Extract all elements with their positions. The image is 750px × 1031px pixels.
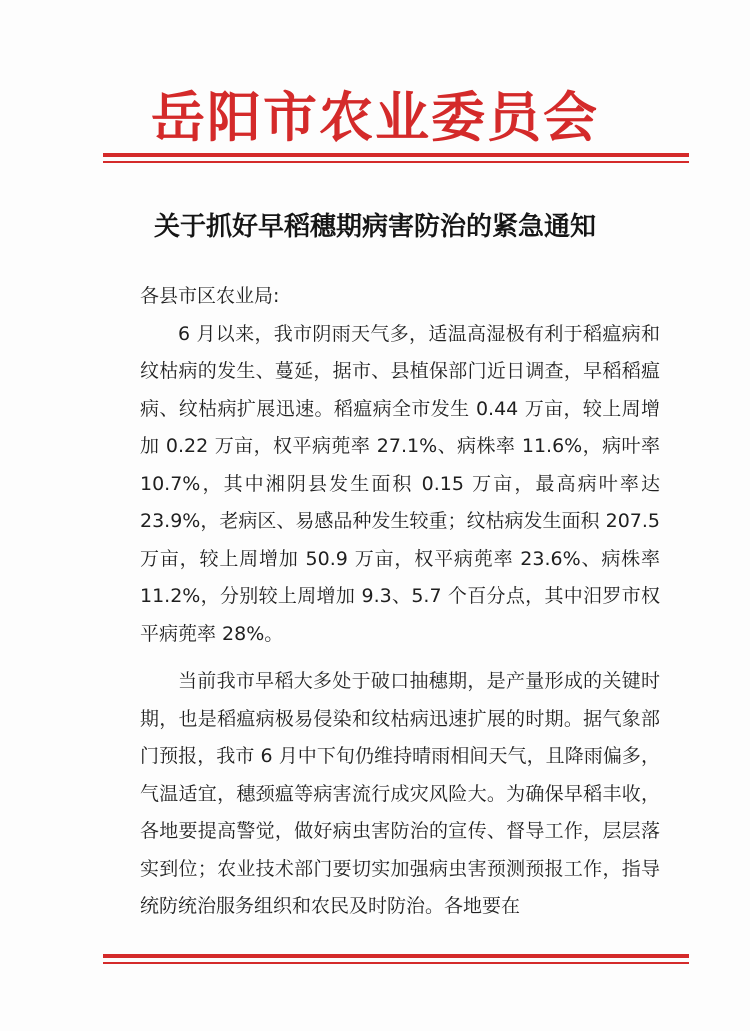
body-paragraph: 当前我市早稻大多处于破口抽穗期，是产量形成的关键时期，也是稻瘟病极易侵染和纹枯病迅速扩展的时期。据气象部门预报，我市 6 月中下旬仍维持晴雨相间天气，且降雨偏多，气温适宜，穗颈瘟等病害流行成灾风险大。为确保早稻丰收，各地要提高警觉，做好病虫害防治的宣传、督导工作，层层落实到位；农业技术部门要切实加强病虫害预测预报工作，指导统防统治服务组织和农民及时防治。各地要在 xyxy=(140,670,660,917)
footer-divider xyxy=(103,954,689,964)
organization-masthead: 岳阳市农业委员会 xyxy=(151,85,599,149)
masthead-divider xyxy=(103,153,689,163)
divider-thin-line xyxy=(103,962,689,964)
divider-thick-line xyxy=(103,954,689,958)
salutation: 各县市区农业局: xyxy=(140,285,280,307)
body-paragraph: 6 月以来，我市阴雨天气多，适温高湿极有利于稻瘟病和纹枯病的发生、蔓延，据市、县植保部门近日调查，早稻稻瘟病、纹枯病扩展迅速。稻瘟病全市发生 0.44 万亩，较上周增加 0.22 万亩，权平病蔸率 27.1%、病株率 11.6%，病叶率 10.7%，其中湘阴县发生面积 0.15 万亩，最高病叶率达 23.9%，老病区、易感品种发生较重；纹枯病发生面积 207.5 万亩，较上周增加 50.9 万亩，权平病蔸率 23.6%、病株率 11.2%，分别较上周增加 9.3、5.7 个百分点，其中汨罗市权平病蔸率 28%。 xyxy=(140,322,660,645)
document-title: 关于抓好早稻穗期病害防治的紧急通知 xyxy=(153,212,596,242)
divider-thin-line xyxy=(103,161,689,163)
divider-thick-line xyxy=(103,153,689,157)
document-body xyxy=(140,278,660,926)
